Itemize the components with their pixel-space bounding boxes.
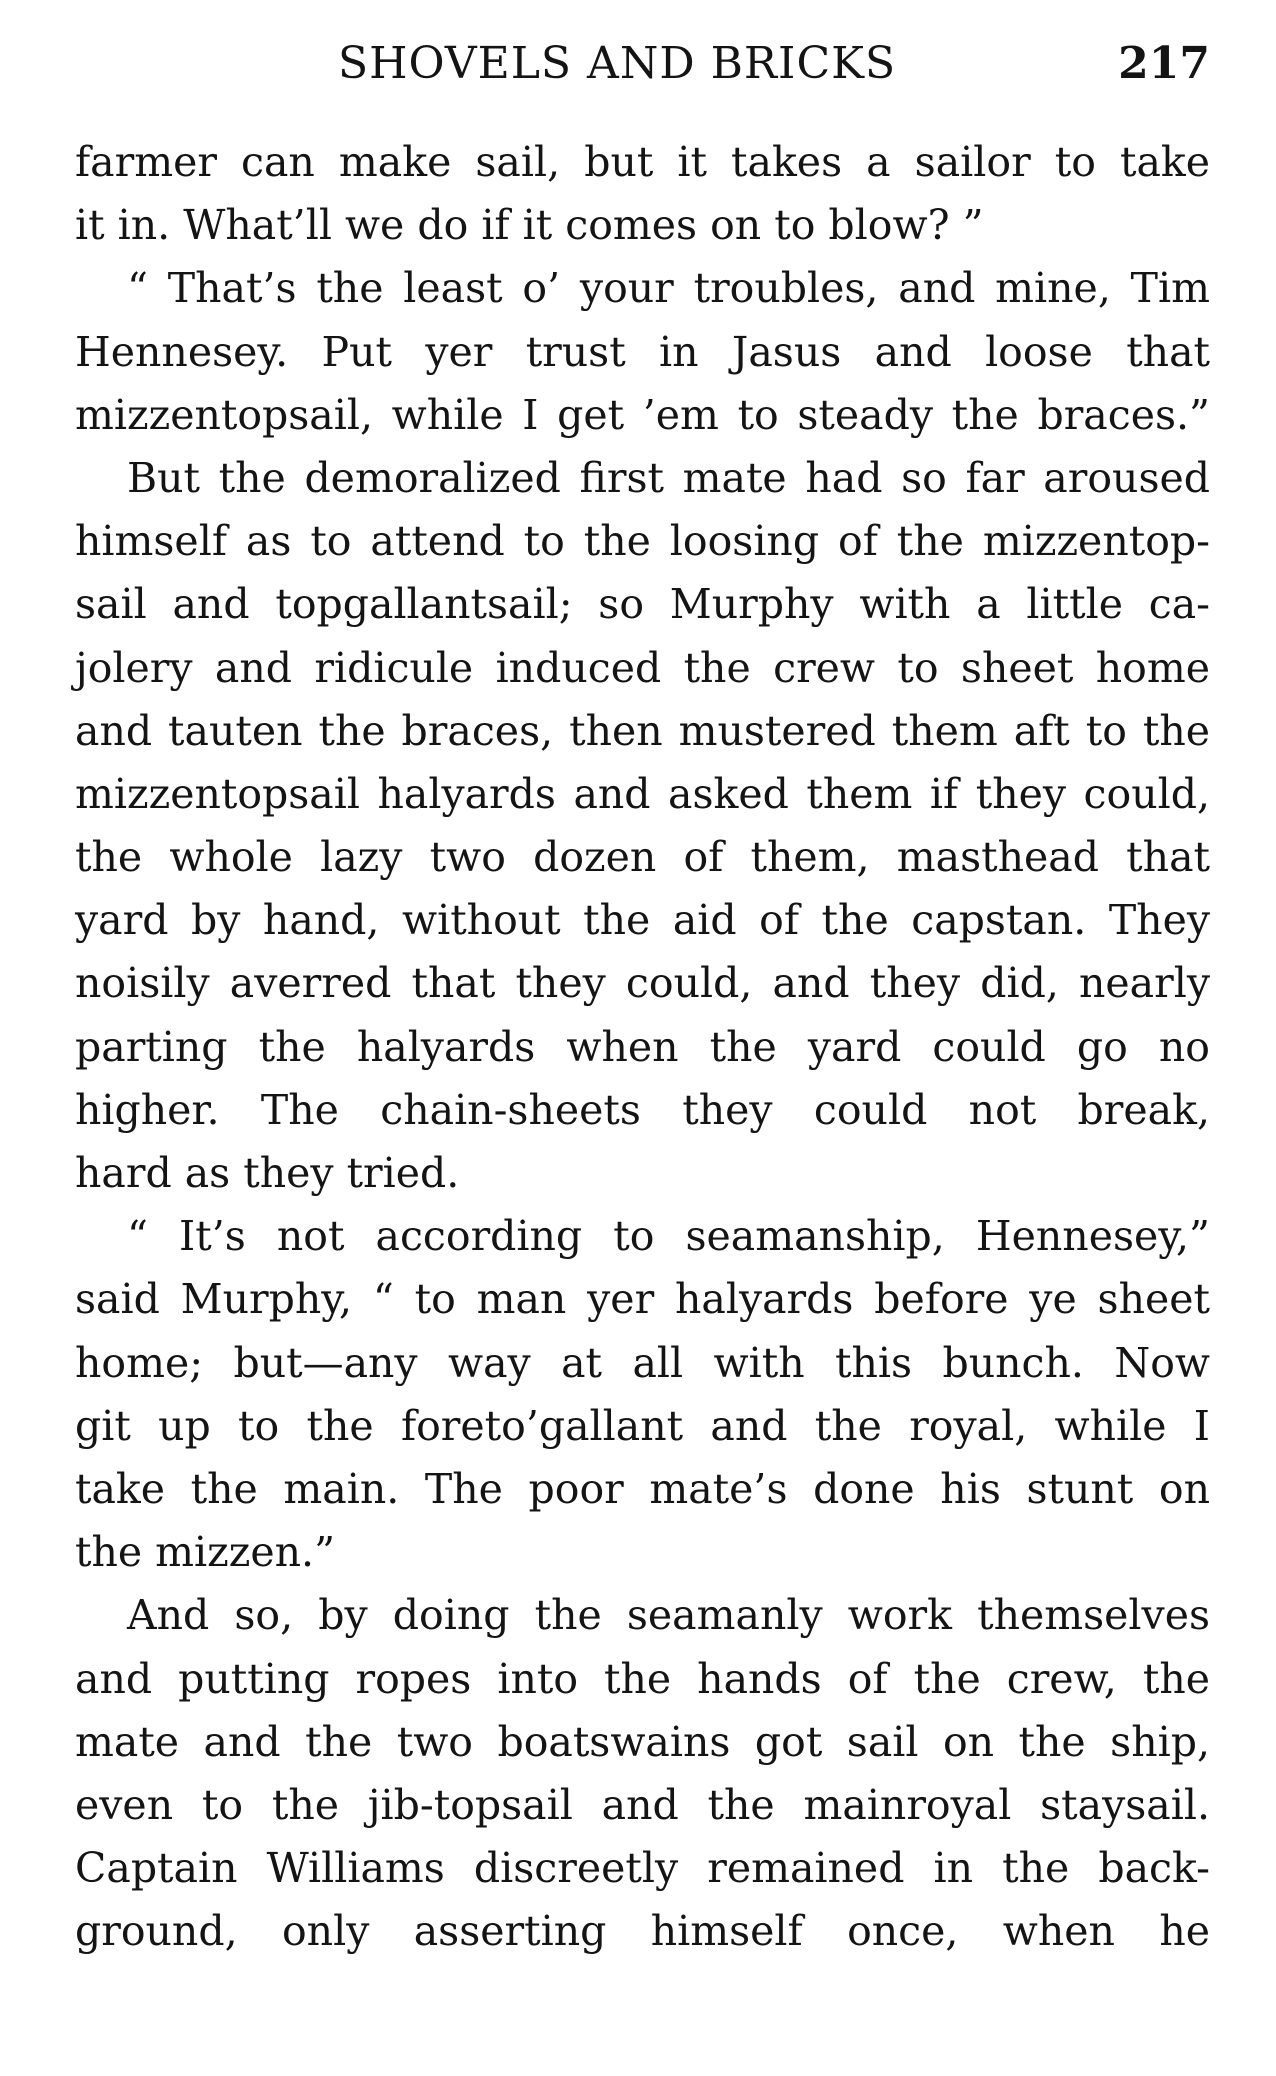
text-line: parting the halyards when the yard could go no [75,1022,1210,1071]
body-text [75,131,1210,1963]
text-line: and tauten the braces, then mustered them aft to the [75,706,1210,755]
text-line: sail and topgallantsail; so Murphy with a little ca- [75,580,1210,629]
text-line: farmer can make sail, but it takes a sailor to take [75,138,1210,186]
text-line: home; but—any way at all with this bunch. Now [75,1338,1210,1387]
text-line: himself as to attend to the loosing of the mizzentop- [75,517,1210,566]
text-line: Hennesey. Put yer trust in Jasus and loose that [75,327,1210,376]
paragraph-3 [75,447,1210,1205]
text-line: yard by hand, without the aid of the capstan. They [75,896,1210,945]
paragraph-5 [75,1584,1210,1963]
text-line: But the demoralized first mate had so far aroused [127,453,1210,502]
text-line: “ It’s not according to seamanship, Hennesey,” [127,1212,1210,1261]
text-line: “ That’s the least o’ your troubles, and mine, Tim [127,264,1210,313]
paragraph-1 [75,131,1210,257]
paragraph-2 [75,257,1210,447]
text-line: ground, only asserting himself once, when he [75,1907,1210,1956]
text-line: the mizzen.” [75,1528,336,1577]
text-line: the whole lazy two dozen of them, masthead that [75,833,1210,882]
text-line: mizzentopsail, while I get ’em to steady the braces.” [75,390,1210,439]
text-line: jolery and ridicule induced the crew to sheet home [75,643,1210,692]
text-line: mizzentopsail halyards and asked them if they could, [75,769,1210,818]
text-line: git up to the foreto’gallant and the royal, while I [75,1401,1210,1450]
text-line: noisily averred that they could, and they did, nearly [75,959,1210,1008]
running-head [80,38,1210,98]
text-line: and putting ropes into the hands of the crew, the [75,1654,1210,1703]
paragraph-4 [75,1205,1210,1584]
text-line: And so, by doing the seamanly work themselves [127,1591,1210,1640]
text-line: it in. What’ll we do if it comes on to blow? ” [75,201,984,250]
text-line: hard as they tried. [75,1149,460,1197]
page-number: 217 [1118,38,1210,89]
text-line: higher. The chain-sheets they could not break, [75,1085,1210,1134]
text-line: take the main. The poor mate’s done his stunt on [75,1464,1210,1513]
text-line: said Murphy, “ to man yer halyards before ye sheet [75,1275,1210,1324]
text-line: Captain Williams discreetly remained in the back- [75,1844,1210,1893]
text-line: even to the jib-topsail and the mainroyal staysail. [75,1780,1210,1829]
text-line: mate and the two boatswains got sail on the ship, [75,1717,1210,1766]
running-title: SHOVELS AND BRICKS [338,38,897,89]
